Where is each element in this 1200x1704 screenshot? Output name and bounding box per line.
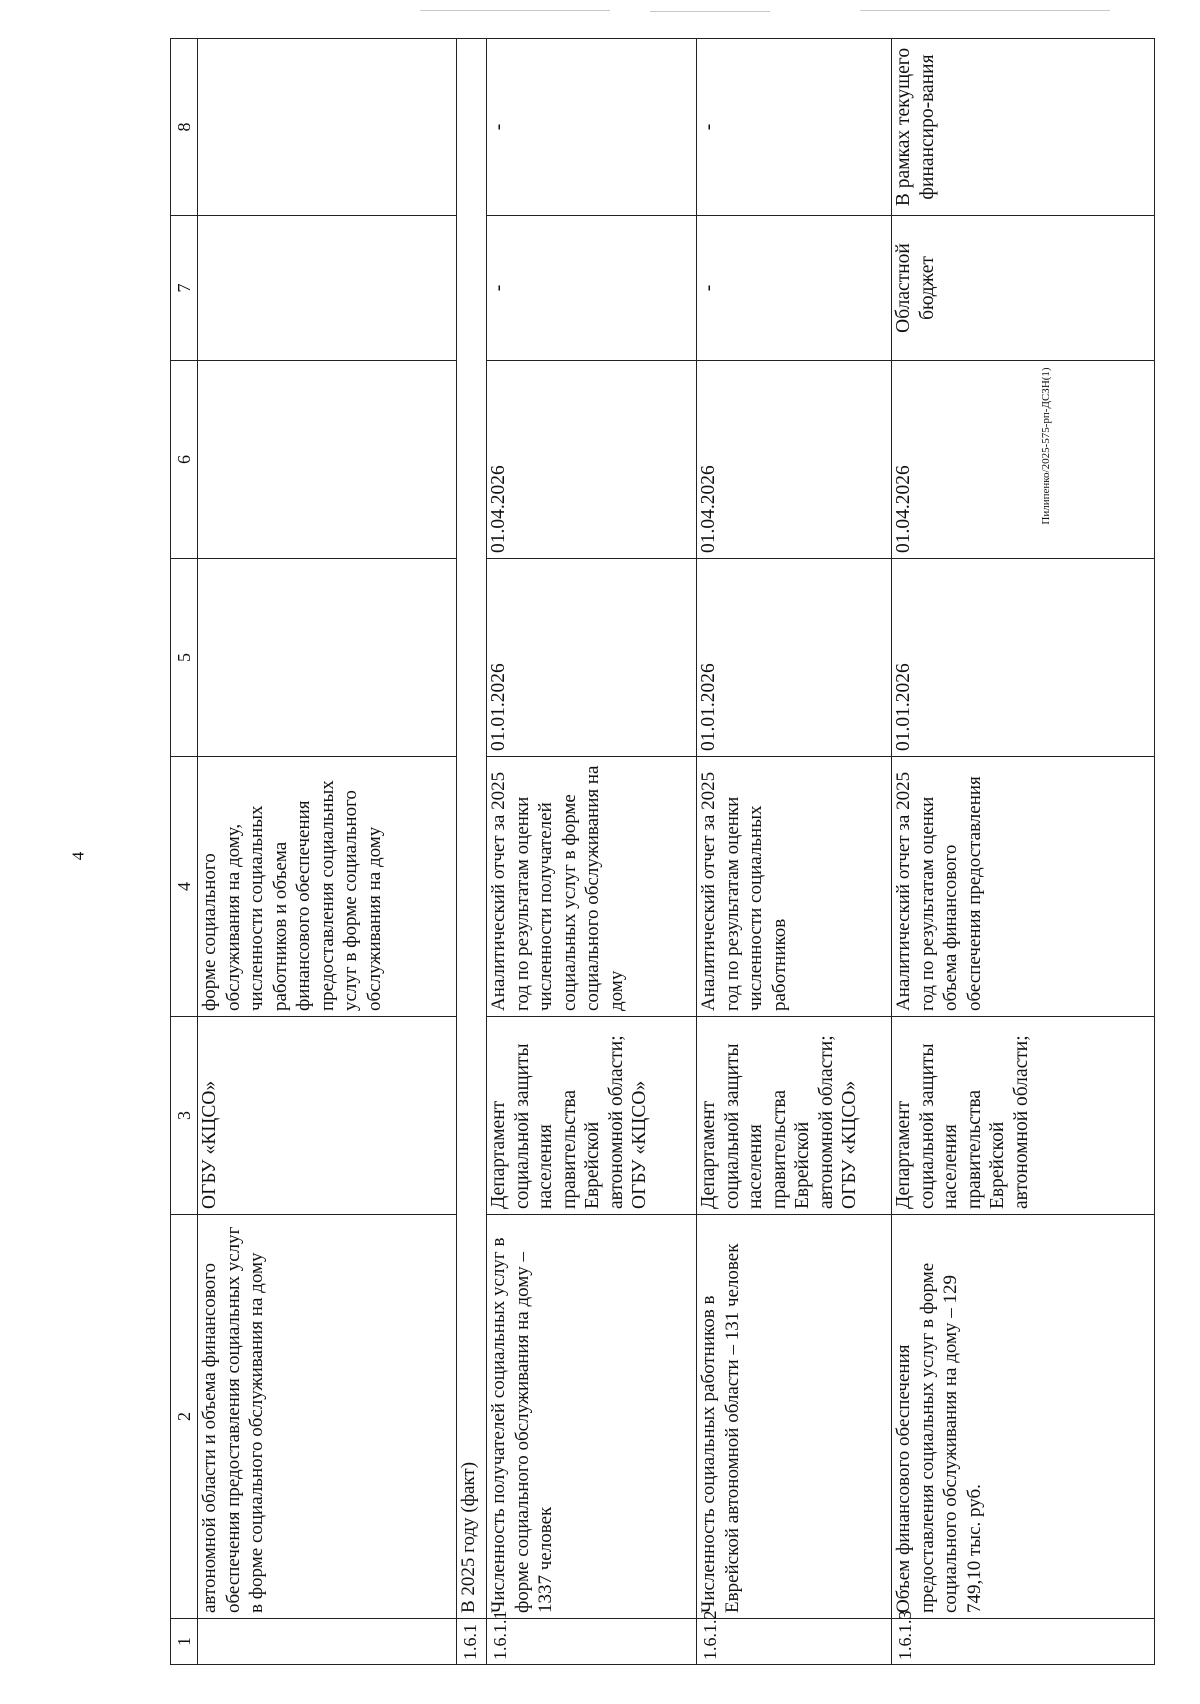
responsible-cell: Департамент социальной защиты населения правительства Еврейской автономной области; <box>892 1017 1155 1215</box>
start-date-cell <box>198 559 457 757</box>
header-cell-4: 4 <box>171 757 198 1017</box>
row-number-cell: 1.6.1.1 <box>487 1619 697 1665</box>
funding-cell: - <box>487 39 697 216</box>
table-row <box>198 39 457 1665</box>
source-cell: - <box>487 216 697 361</box>
source-cell: Областной бюджет <box>892 216 1155 361</box>
end-date-cell: 01.04.2026 <box>892 361 1155 559</box>
header-cell-3: 3 <box>171 1017 198 1215</box>
end-date-cell: 01.04.2026 <box>487 361 697 559</box>
funding-cell <box>198 39 457 216</box>
start-date-cell: 01.01.2026 <box>487 559 697 757</box>
document-table <box>170 38 1155 1665</box>
table-row <box>487 39 697 1665</box>
responsible-cell: ОГБУ «КЦСО» <box>198 1017 457 1215</box>
responsible-cell: Департамент социальной защиты населения правительства Еврейской автономной области; ОГБУ «КЦСО» <box>487 1017 697 1215</box>
indicator-cell: Численность получателей социальных услуг в форме социального обслуживания на дому – 1337 человек <box>487 1215 697 1619</box>
table-row <box>697 39 892 1665</box>
result-cell: форме социального обслуживания на дому, численности социальных работников и объема финансового обеспечения предоставления социальных услуг в форме социального обслуживания на дому <box>198 757 457 1017</box>
scan-artifact <box>650 11 770 12</box>
funding-cell: В рамках текущего финансиро-вания <box>892 39 1155 216</box>
header-cell-2: 2 <box>171 1215 198 1619</box>
result-cell: Аналитический отчет за 2025 год по результатам оценки объема финансового обеспечения предоставления <box>892 757 1155 1017</box>
indicator-cell: автономной области и объема финансового обеспечения предоставления социальных услуг в форме социального обслуживания на дому <box>198 1215 457 1619</box>
scan-artifact <box>420 10 610 11</box>
end-date-cell <box>198 361 457 559</box>
row-number-cell: 1.6.1.2 <box>697 1619 892 1665</box>
start-date-cell: 01.01.2026 <box>697 559 892 757</box>
indicator-cell: Объем финансового обеспечения предоставления социальных услуг в форме социального обслуживания на дому – 129 749,10 тыс. руб. <box>892 1215 1155 1619</box>
end-date-cell: 01.04.2026 <box>697 361 892 559</box>
result-cell: Аналитический отчет за 2025 год по результатам оценки численности социальных работников <box>697 757 892 1017</box>
page-number: 4 <box>68 851 88 861</box>
document-footer-code: Пилипенко/2025-575-рп-ДСЗН(1) <box>1040 367 1052 525</box>
scan-artifact <box>860 10 1110 11</box>
header-row <box>171 39 198 1665</box>
header-cell-1: 1 <box>171 1619 198 1665</box>
header-cell-7: 7 <box>171 216 198 361</box>
start-date-cell: 01.01.2026 <box>892 559 1155 757</box>
row-number-cell <box>198 1619 457 1665</box>
funding-cell: - <box>697 39 892 216</box>
indicator-cell: Численность социальных работников в Еврейской автономной области – 131 человек <box>697 1215 892 1619</box>
row-number-cell: 1.6.1 <box>457 1619 487 1665</box>
result-cell: Аналитический отчет за 2025 год по результатам оценки численности получателей социальных услуг в форме социального обслуживания на дому <box>487 757 697 1017</box>
document-table-container <box>170 38 1155 1665</box>
row-number-cell: 1.6.1.3 <box>892 1619 1155 1665</box>
section-title-cell: В 2025 году (факт) <box>457 39 487 1619</box>
header-cell-8: 8 <box>171 39 198 216</box>
responsible-cell: Департамент социальной защиты населения правительства Еврейской автономной области; ОГБУ «КЦСО» <box>697 1017 892 1215</box>
source-cell <box>198 216 457 361</box>
section-row <box>457 39 487 1665</box>
table-row <box>892 39 1155 1665</box>
source-cell: - <box>697 216 892 361</box>
header-cell-5: 5 <box>171 559 198 757</box>
header-cell-6: 6 <box>171 361 198 559</box>
